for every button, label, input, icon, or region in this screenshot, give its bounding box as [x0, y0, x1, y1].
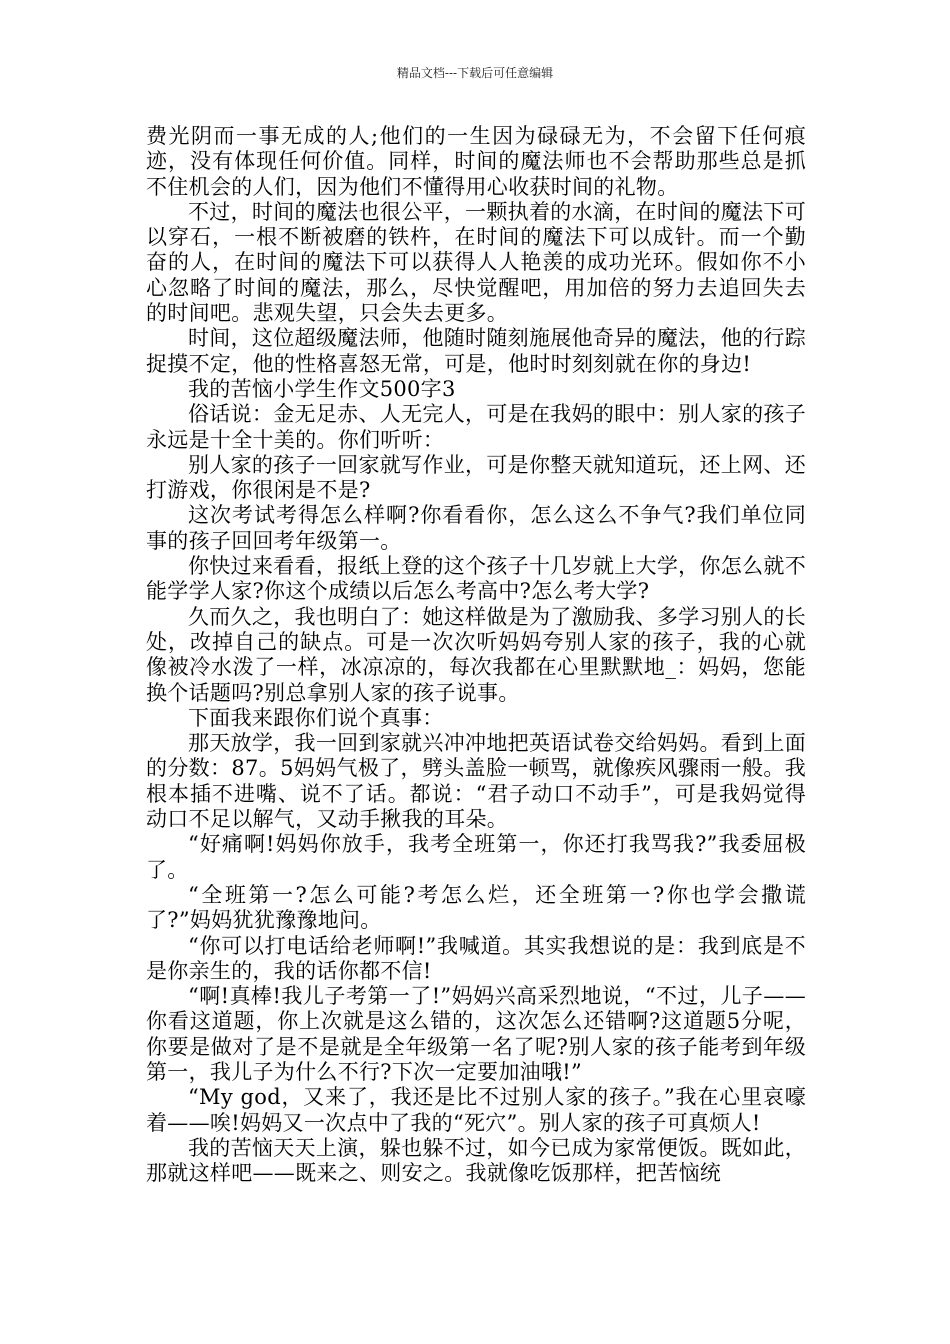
- paragraph: 别人家的孩子一回家就写作业，可是你整天就知道玩，还上网、还打游戏，你很闲是不是?: [146, 452, 806, 503]
- paragraph: 下面我来跟你们说个真事：: [188, 705, 444, 730]
- page-header: 精品文档---下载后可任意编辑: [396, 66, 554, 80]
- paragraph: “全班第一?怎么可能?考怎么烂，还全班第一?你也学会撒谎了?”妈妈犹犹豫豫地问。: [146, 882, 806, 933]
- document-body: [146, 124, 806, 1186]
- paragraph: 久而久之，我也明白了：她这样做是为了激励我、多学习别人的长处，改掉自己的缺点。可是一次次听妈妈夸别人家的孩子，我的心就像被冷水泼了一样，冰凉凉的，每次我都在心里默默地_：妈妈，您能换个话题吗?别总拿别人家的孩子说事。: [146, 604, 806, 705]
- paragraph: 时间，这位超级魔法师，他随时随刻施展他奇异的魔法，他的行踪捉摸不定，他的性格喜怒无常，可是，他时时刻刻就在你的身边!: [146, 326, 806, 376]
- paragraph: “My god，又来了，我还是比不过别人家的孩子。”我在心里哀嚎着——唉!妈妈又一次点中了我的“死穴”。别人家的孩子可真烦人!: [146, 1085, 806, 1135]
- paragraph: “好痛啊!妈妈你放手，我考全班第一，你还打我骂我?”我委屈极了。: [146, 832, 806, 882]
- paragraph: “你可以打电话给老师啊!”我喊道。其实我想说的是：我到底是不是你亲生的，我的话你都不信!: [146, 933, 806, 983]
- paragraph: “啊!真棒!我儿子考第一了!”妈妈兴高采烈地说，“不过，儿子——你看这道题，你上次就是这么错的，这次怎么还错啊?这道题5分呢，你要是做对了是不是就是全年级第一名了呢?别人家的孩子能考到年级第一，我儿子为什么不行?下次一定要加油哦!”: [146, 984, 806, 1084]
- paragraph: 费光阴而一事无成的人;他们的一生因为碌碌无为，不会留下任何痕迹，没有体现任何价值。同样，时间的魔法师也不会帮助那些总是抓不住机会的人们，因为他们不懂得用心收获时间的礼物。: [146, 124, 806, 199]
- paragraph: 这次考试考得怎么样啊?你看看你，怎么这么不争气?我们单位同事的孩子回回考年级第一。: [146, 503, 806, 553]
- paragraph: 俗话说：金无足赤、人无完人，可是在我妈的眼中：别人家的孩子永远是十全十美的。你们听听：: [146, 402, 806, 452]
- paragraph: 不过，时间的魔法也很公平，一颗执着的水滴，在时间的魔法下可以穿石，一根不断被磨的铁杵，在时间的魔法下可以成针。而一个勤奋的人，在时间的魔法下可以获得人人艳羡的成功光环。假如你不小心忽略了时间的魔法，那么，尽快觉醒吧，用加倍的努力去追回失去的时间吧。悲观失望，只会失去更多。: [146, 199, 806, 326]
- paragraph: 我的苦恼天天上演，躲也躲不过，如今已成为家常便饭。既如此，那就这样吧——既来之、则安之。我就像吃饭那样，把苦恼统: [146, 1135, 806, 1186]
- section-heading: 我的苦恼小学生作文500字3: [188, 376, 456, 401]
- paragraph: 那天放学，我一回到家就兴冲冲地把英语试卷交给妈妈。看到上面的分数：87。5妈妈气极了，劈头盖脸一顿骂，就像疾风骤雨一般。我根本插不进嘴、说不了话。都说：“君子动口不动手”，可是我妈觉得动口不足以解气，又动手揪我的耳朵。: [146, 731, 806, 832]
- paragraph: 你快过来看看，报纸上登的这个孩子十几岁就上大学，你怎么就不能学学人家?你这个成绩以后怎么考高中?怎么考大学?: [146, 554, 806, 604]
